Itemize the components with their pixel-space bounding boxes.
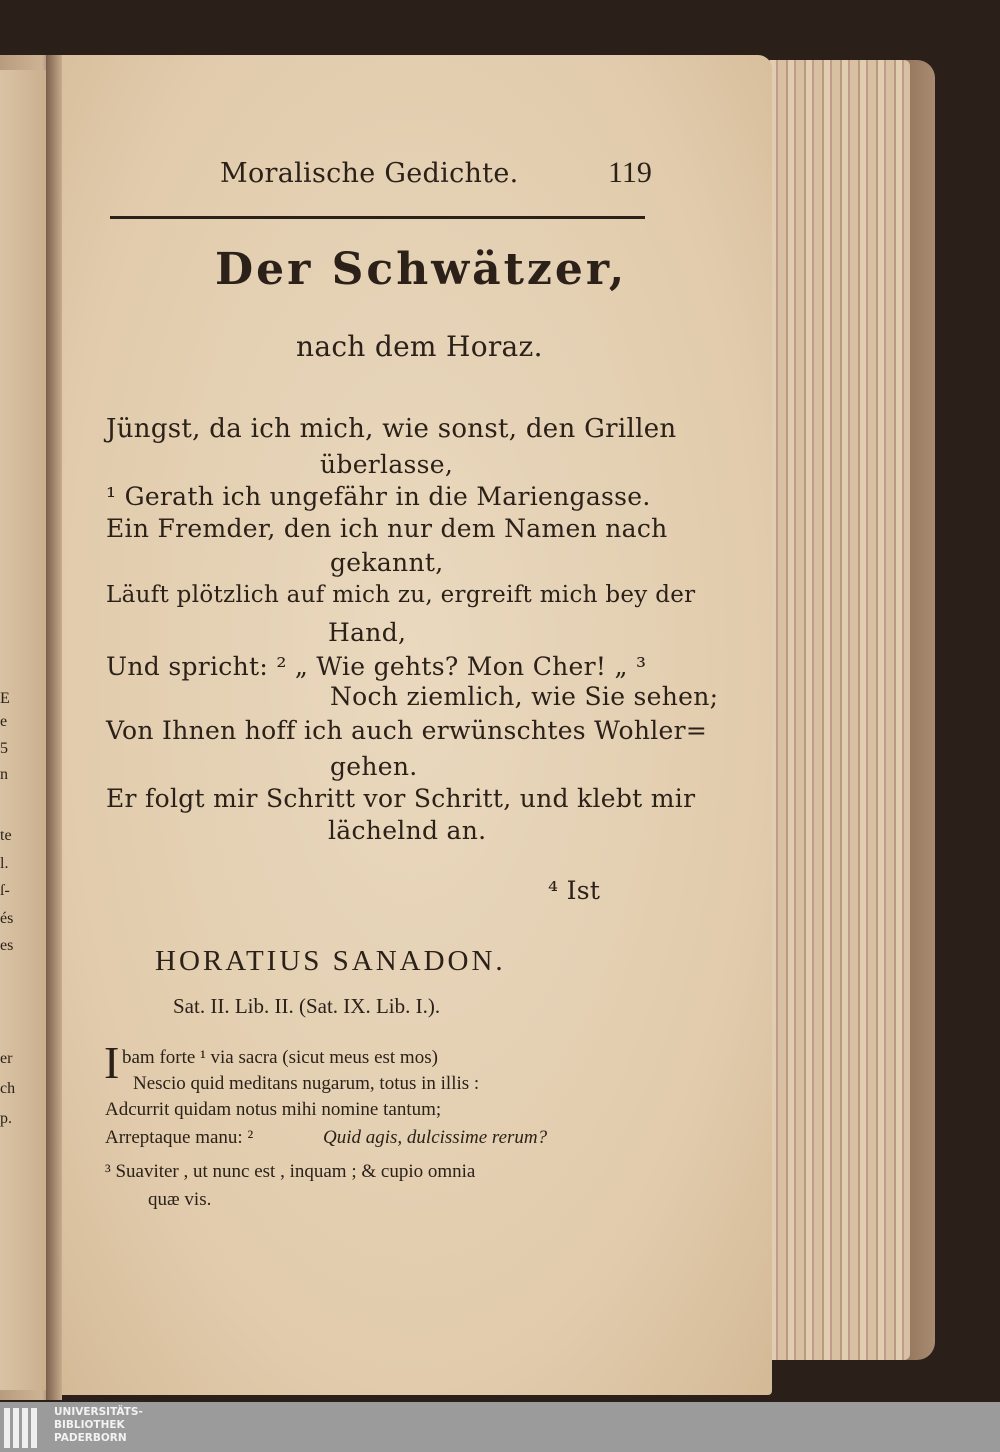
latin-line: Nescio quid meditans nugarum, totus in illis : [133,1073,480,1094]
latin-line: Arreptaque manu: ² [105,1127,254,1148]
latin-line: quæ vis. [148,1189,212,1210]
poem-subtitle: nach dem Horaz. [296,330,543,363]
margin-fragment: E [0,690,10,707]
margin-fragment: n [0,766,8,783]
library-footer [0,1402,1000,1452]
drop-initial: I [104,1037,120,1088]
catchword: ⁴ Ist [548,876,601,905]
poem-line: ¹ Gerath ich ungefähr in die Mariengasse. [106,482,651,511]
margin-fragment: e [0,713,8,730]
poem-line: Hand, [328,618,407,647]
left-page [0,70,52,1390]
logo-line: UNIVERSITÄTS- [54,1406,143,1418]
latin-line: ³ Suaviter , ut nunc est , inquam ; & cupio omnia [105,1161,476,1182]
library-logo-icon [4,1408,40,1452]
margin-fragment: es [0,937,14,954]
poem-line: lächelnd an. [328,816,487,845]
poem-line: Noch ziemlich, wie Sie sehen; [330,682,719,711]
page-edges [760,60,910,1360]
poem-line: überlasse, [320,450,454,479]
poem-line: Ein Fremder, den ich nur dem Namen nach [106,514,668,543]
margin-fragment: er [0,1050,13,1067]
margin-fragment: l. [0,855,9,872]
header-rule [110,216,645,219]
margin-fragment: és [0,910,14,927]
margin-fragment: ch [0,1080,16,1097]
poem-line: gekannt, [330,548,444,577]
latin-italic-quote: Quid agis, dulcissime rerum? [323,1127,548,1148]
logo-line: BIBLIOTHEK [54,1419,125,1431]
latin-title: HORATIUS SANADON. [155,945,506,977]
poem-line: Läuft plötzlich auf mich zu, ergreift mich bey der [106,582,696,608]
poem-line: gehen. [330,752,418,781]
running-title: Moralische Gedichte. [220,158,519,189]
poem-line: Von Ihnen hoff ich auch erwünschtes Wohler= [106,716,708,745]
book-gutter [46,55,62,1400]
poem-line: Er folgt mir Schritt vor Schritt, und klebt mir [106,784,696,813]
page-number: 119 [608,156,652,189]
latin-subtitle: Sat. II. Lib. II. (Sat. IX. Lib. I.). [173,994,441,1018]
margin-fragment: ſ- [0,882,10,899]
poem-line: Und spricht: ² „ Wie gehts? Mon Cher! „ ³ [106,652,647,681]
latin-line: bam forte ¹ via sacra (sicut meus est mos) [122,1047,438,1068]
margin-fragment: 5 [0,740,8,757]
poem-title: Der Schwätzer, [215,244,628,295]
margin-fragment: p. [0,1110,12,1127]
logo-line: PADERBORN [54,1432,127,1444]
latin-line: Adcurrit quidam notus mihi nomine tantum; [105,1099,442,1120]
margin-fragment: te [0,827,12,844]
library-logo-text [54,1406,143,1445]
poem-line: Jüngst, da ich mich, wie sonst, den Grillen [106,414,677,444]
